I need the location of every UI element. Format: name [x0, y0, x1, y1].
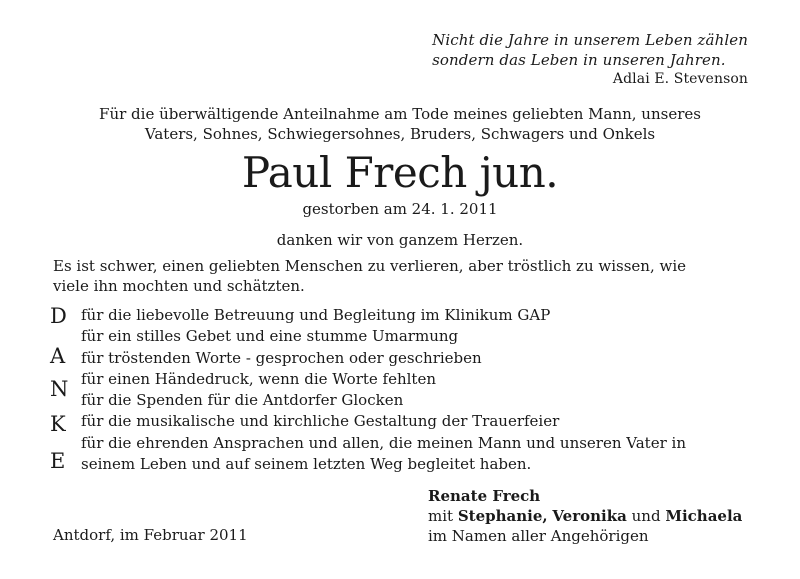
relatives-line: im Namen aller Angehörigen	[428, 527, 649, 545]
thanks-list-item: für die liebevolle Betreuung und Begleitung im Klinikum GAP	[81, 306, 551, 324]
thanks-list-item: für die Spenden für die Antdorfer Glocken	[81, 391, 404, 410]
thanks-list-item: für ein stilles Gebet und eine stumme Umarmung	[81, 327, 459, 346]
motto-quote	[432, 30, 748, 89]
and-word: und	[631, 507, 661, 525]
paragraph-line-1: Es ist schwer, einen geliebten Menschen zu verlieren, aber tröstlich zu wissen, wie	[53, 257, 686, 275]
paragraph-line-2: viele ihn mochten und schätzten.	[53, 277, 305, 295]
acrostic-letter: E	[50, 449, 66, 473]
children-line	[428, 506, 742, 526]
child-name: Michaela	[665, 507, 743, 525]
child-name: Veronika	[552, 507, 627, 525]
motto-author: Adlai E. Stevenson	[612, 71, 748, 87]
thanks-line: danken wir von ganzem Herzen.	[276, 231, 524, 249]
motto-line-2: sondern das Leben in unseren Jahren.	[432, 51, 726, 69]
with-word: mit	[428, 507, 454, 525]
intro-line-1: Für die überwältigende Anteilnahme am Tode meines geliebten Mann, unseres	[99, 105, 701, 123]
acrostic-letter: K	[50, 412, 66, 436]
thanks-list-item: für tröstenden Worte - gesprochen oder geschrieben	[81, 348, 482, 367]
child-name: Stephanie,	[457, 507, 548, 525]
thanks-list-item: seinem Leben und auf seinem letzten Weg begleitet haben.	[81, 455, 532, 474]
thanks-list	[81, 305, 761, 475]
thanks-list-item: für die ehrenden Ansprachen und allen, die meinen Mann und unseren Vater in	[81, 433, 686, 452]
acrostic-letter: A	[50, 344, 66, 368]
thanks-list-item: für einen Händedruck, wenn die Worte fehlten	[81, 369, 436, 388]
acrostic-letter: N	[50, 377, 69, 401]
intro-text	[60, 104, 740, 144]
death-date: gestorben am 24. 1. 2011	[302, 200, 498, 218]
motto-line-1: Nicht die Jahre in unserem Leben zählen	[432, 31, 748, 49]
deceased-name: Paul Frech jun.	[241, 148, 559, 197]
comfort-paragraph	[53, 256, 753, 296]
thanks-list-item: für die musikalische und kirchliche Gestaltung der Trauerfeier	[81, 412, 560, 431]
acrostic-letter: D	[50, 304, 67, 328]
widow-name: Renate Frech	[428, 487, 541, 505]
intro-line-2: Vaters, Sohnes, Schwiegersohnes, Bruders, Schwagers und Onkels	[144, 125, 656, 143]
place-and-date: Antdorf, im Februar 2011	[53, 526, 248, 544]
signature-block	[428, 486, 742, 546]
